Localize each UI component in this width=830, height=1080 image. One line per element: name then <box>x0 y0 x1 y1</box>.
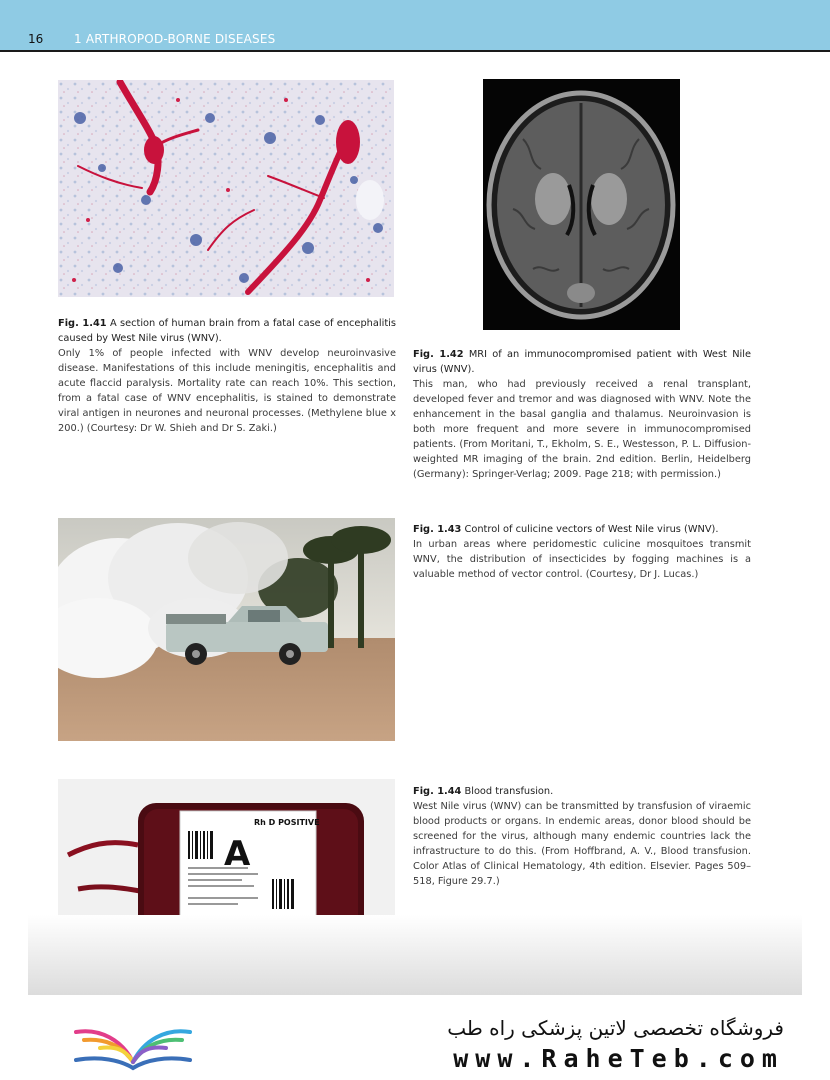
figure-body: West Nile virus (WNV) can be transmitted by transfusion of viraemic blood products or organs. In endemic areas, donor blood should be screened for the virus, although many endemic countries lack the infrastructure to do this. (From Hoffbrand, A. V., Blood transfusion. Color Atlas of Clinical Hematology, 4th edition. Elsevier. Pages 509–518, Figure 29.7.) <box>413 801 751 887</box>
figure-body: Only 1% of people infected with WNV develop neuroinvasive disease. Manifestations of this include meningitis, encephalitis and acute flaccid paralysis. Mortality rate can reach 10%. This section, from a fatal case of WNV encephalitis, is stained to demonstrate viral antigen in neurones and neuronal processes. (Methylene blue x 200.) (Courtesy: Dr W. Shieh and Dr S. Zaki.) <box>58 348 396 434</box>
mri-illustration <box>483 79 680 330</box>
figure-title: A section of human brain from a fatal case of encephalitis caused by West Nile virus (WNV). <box>58 318 397 344</box>
website-text: www.RaheTeb.com <box>453 1044 784 1073</box>
rh-status-text: Rh D POSITIVE <box>254 818 320 827</box>
mri-image <box>483 79 680 330</box>
figure-title: MRI of an immunocompromised patient with West Nile virus (WNV). <box>413 349 751 375</box>
figure-title: Control of culicine vectors of West Nile virus (WNV). <box>464 524 719 535</box>
figure-label: Fig. 1.44 <box>413 786 462 797</box>
book-logo-icon <box>70 1010 196 1074</box>
page-number: 16 <box>28 32 44 46</box>
running-head: 1 ARTHROPOD-BORNE DISEASES <box>74 32 276 46</box>
bottom-shadow-band <box>28 915 802 995</box>
fogging-truck-illustration <box>58 518 395 741</box>
website-url <box>453 1044 784 1073</box>
brain-section-image <box>58 80 394 297</box>
figure-body: This man, who had previously received a renal transplant, developed fever and tremor and was diagnosed with WNV. Note the enhancement in the basal ganglia and thalamus. Neuroinvasion is both more frequent and more severe in immunocompromised patients. (From Moritani, T., Ekholm, S. E., Westesson, P. L. Diffusion-weighted MR imaging of the brain. 2nd edition. Berlin, Heidelberg (Germany): Springer-Verlag; 2009. Page 218; with permission.) <box>413 379 751 480</box>
figure-1-41-caption <box>58 316 396 436</box>
figure-title: Blood transfusion. <box>464 786 554 797</box>
blood-group-letter: A <box>224 834 251 874</box>
shop-name: فروشگاه تخصصی لاتین پزشکی راه طب <box>447 1016 784 1040</box>
figure-label: Fig. 1.41 <box>58 318 107 329</box>
page-header <box>0 0 830 52</box>
figure-1-43-caption <box>413 522 751 582</box>
fogging-truck-image <box>58 518 395 741</box>
figure-1-42-caption <box>413 347 751 482</box>
figure-label: Fig. 1.42 <box>413 349 464 360</box>
figure-label: Fig. 1.43 <box>413 524 462 535</box>
brain-section-illustration <box>58 80 394 297</box>
figure-1-44-caption <box>413 784 751 889</box>
figure-body: In urban areas where peridomestic culicine mosquitoes transmit WNV, the distribution of insecticides by fogging machines is a valuable method of vector control. (Courtesy, Dr J. Lucas.) <box>413 539 751 580</box>
